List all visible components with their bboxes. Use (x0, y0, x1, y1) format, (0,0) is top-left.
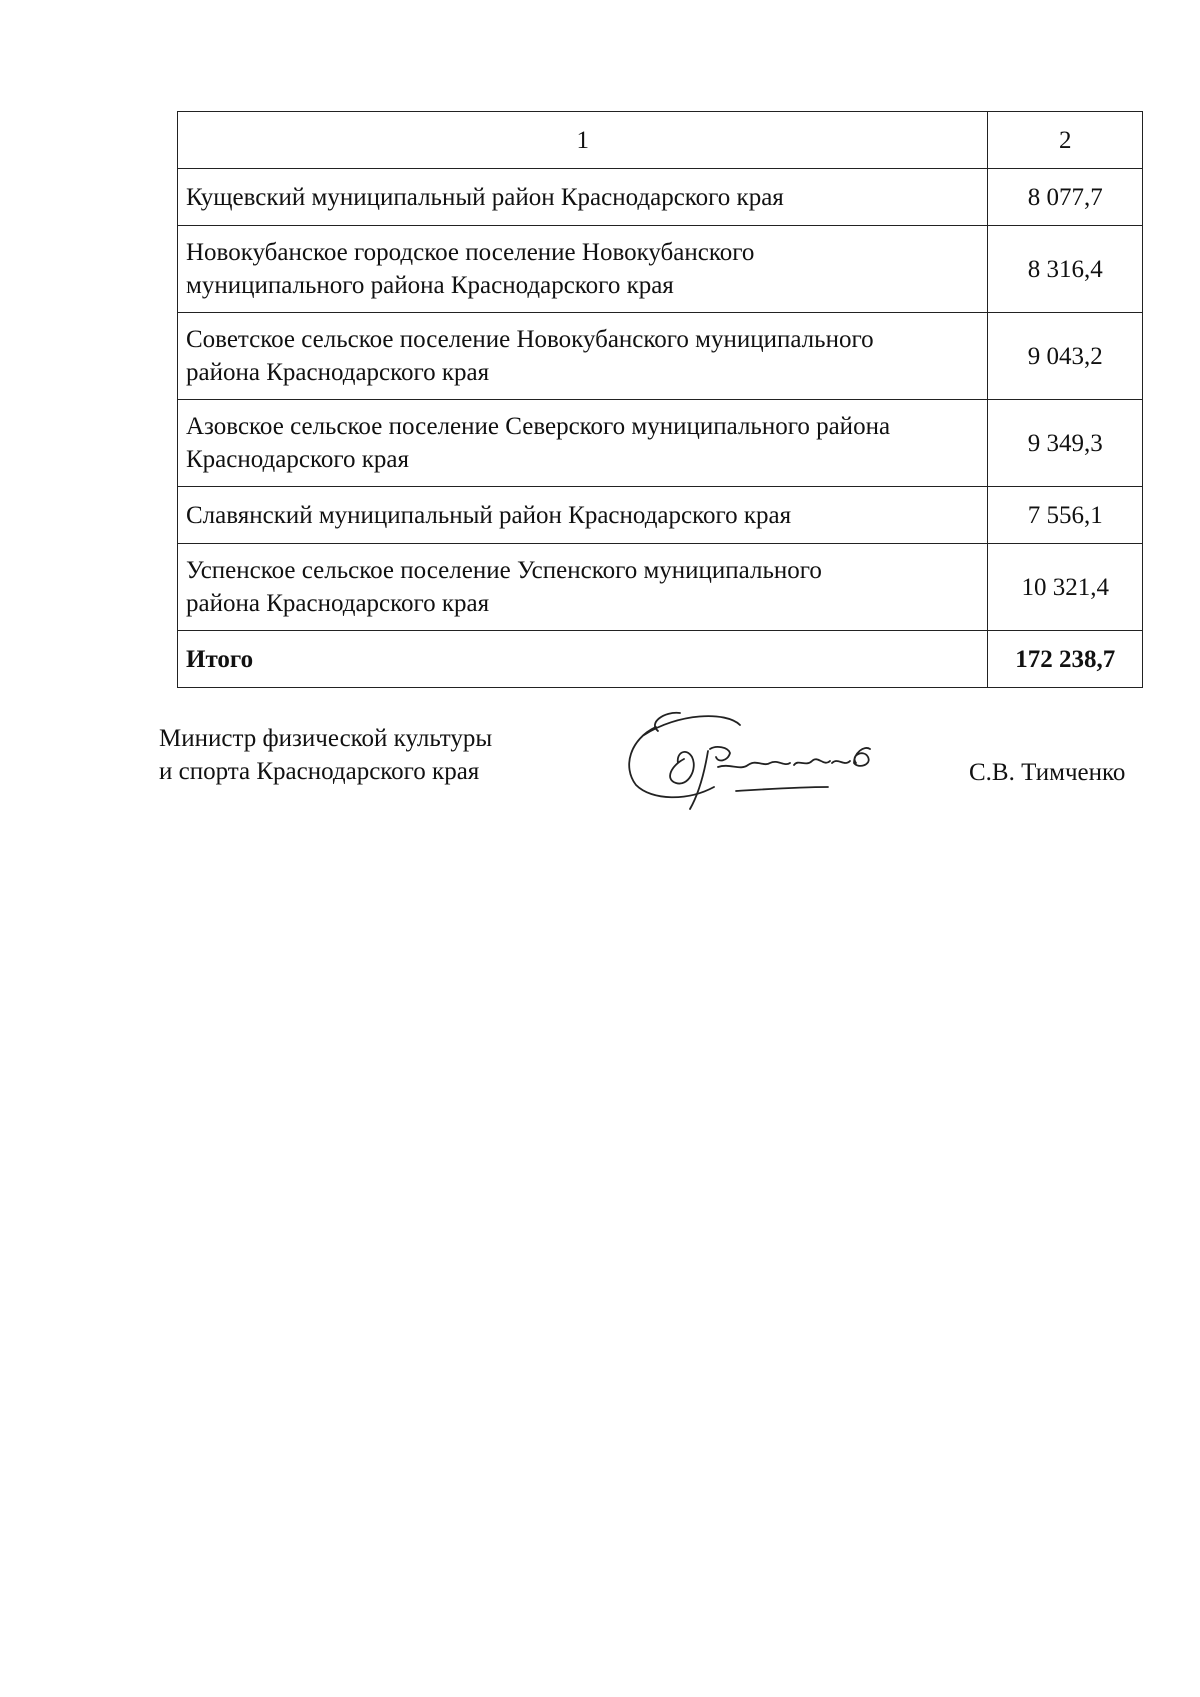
row-name: Славянский муниципальный район Краснодарского края (178, 487, 988, 544)
allocation-table (177, 111, 1143, 688)
table-row (178, 226, 1143, 313)
row-name-line: Азовское сельское поселение Северского муниципального района (186, 413, 891, 440)
table-row (178, 313, 1143, 400)
row-value: 9 043,2 (988, 313, 1143, 400)
header-col-1: 1 (178, 112, 988, 169)
position-line: Министр физической культуры (159, 725, 493, 752)
table-row (178, 544, 1143, 631)
table-row (178, 487, 1143, 544)
signatory-position (159, 722, 492, 788)
row-name (178, 400, 988, 487)
row-name-line: района Краснодарского края (186, 590, 490, 617)
table-header-row (178, 112, 1143, 169)
row-name-line: Успенское сельское поселение Успенского муниципального (186, 557, 822, 584)
row-value: 9 349,3 (988, 400, 1143, 487)
row-value: 8 316,4 (988, 226, 1143, 313)
handwritten-signature (618, 705, 898, 815)
signatory-name: С.В. Тимченко (969, 759, 1126, 786)
total-value: 172 238,7 (988, 631, 1143, 688)
row-name-line: района Краснодарского края (186, 359, 490, 386)
position-line: и спорта Краснодарского края (159, 758, 480, 785)
row-name-line: Краснодарского края (186, 446, 409, 473)
row-name-line: Советское сельское поселение Новокубанского муниципального (186, 326, 874, 353)
row-value: 7 556,1 (988, 487, 1143, 544)
row-name (178, 544, 988, 631)
row-name-line: Новокубанское городское поселение Новокубанского (186, 239, 755, 266)
row-value: 10 321,4 (988, 544, 1143, 631)
total-label: Итого (178, 631, 988, 688)
row-value: 8 077,7 (988, 169, 1143, 226)
row-name: Кущевский муниципальный район Краснодарского края (178, 169, 988, 226)
row-name (178, 313, 988, 400)
row-name-line: муниципального района Краснодарского края (186, 272, 674, 299)
table-total-row (178, 631, 1143, 688)
table-row (178, 169, 1143, 226)
table-row (178, 400, 1143, 487)
row-name (178, 226, 988, 313)
header-col-2: 2 (988, 112, 1143, 169)
